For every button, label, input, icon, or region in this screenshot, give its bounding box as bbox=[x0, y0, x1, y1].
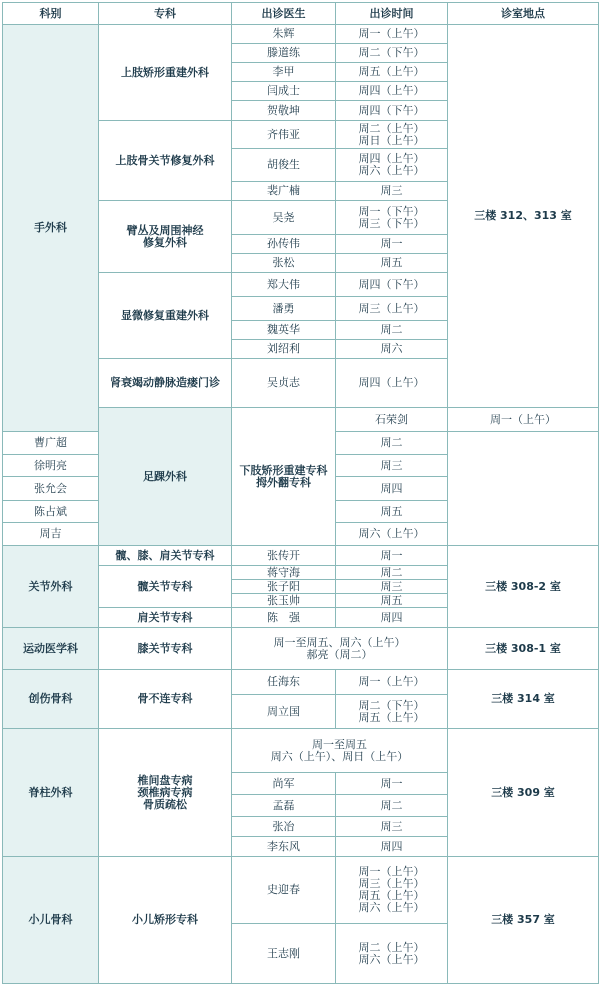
time-cell: 周一（上午） bbox=[336, 670, 448, 695]
doctor-cell: 周吉 bbox=[3, 523, 99, 546]
time-cell: 周四（下午） bbox=[336, 101, 448, 121]
doctor-cell: 张传开 bbox=[232, 546, 336, 566]
doctor-cell: 张松 bbox=[232, 254, 336, 273]
doctor-cell: 朱辉 bbox=[232, 25, 336, 44]
time-cell: 周四（下午） bbox=[336, 273, 448, 297]
doctor-cell: 张子阳 bbox=[232, 580, 336, 594]
doctor-cell: 胡俊生 bbox=[232, 149, 336, 182]
doctor-cell: 张玉帅 bbox=[232, 594, 336, 608]
time-cell: 周六 bbox=[336, 340, 448, 359]
dept-cell: 小儿骨科 bbox=[3, 857, 99, 984]
time-cell: 周三（上午） bbox=[336, 297, 448, 321]
table-row bbox=[3, 25, 599, 44]
doctor-cell: 孟磊 bbox=[232, 795, 336, 817]
doctor-cell: 郑大伟 bbox=[232, 273, 336, 297]
doctor-cell: 石荣剑 bbox=[336, 408, 448, 432]
time-cell: 周四（上午） bbox=[336, 359, 448, 408]
time-cell: 周四（上午） bbox=[336, 82, 448, 101]
doctor-cell: 任海东 bbox=[232, 670, 336, 695]
room-cell: 三楼 308-2 室 bbox=[448, 546, 599, 628]
time-cell: 周一至周五、周六（上午） 郝亮（周二） bbox=[232, 628, 448, 670]
doctor-cell: 张允会 bbox=[3, 477, 99, 501]
time-cell: 周一（上午） bbox=[336, 25, 448, 44]
time-cell: 周一（上午） bbox=[448, 408, 599, 432]
time-cell: 周一（下午） 周三（下午） bbox=[336, 201, 448, 235]
room-cell: 三楼 357 室 bbox=[448, 857, 599, 984]
specialty-cell: 肾衰竭动静脉造瘘门诊 bbox=[99, 359, 232, 408]
time-cell: 周六（上午） bbox=[336, 523, 448, 546]
time-cell: 周四 bbox=[336, 608, 448, 628]
room-cell: 三楼 314 室 bbox=[448, 670, 599, 729]
time-cell: 周四（上午） 周六（上午） bbox=[336, 149, 448, 182]
table-row bbox=[3, 857, 599, 924]
dept-cell: 创伤骨科 bbox=[3, 670, 99, 729]
doctor-cell: 闫成士 bbox=[232, 82, 336, 101]
dept-cell: 关节外科 bbox=[3, 546, 99, 628]
doctor-cell: 齐伟亚 bbox=[232, 121, 336, 149]
time-cell: 周二 bbox=[336, 321, 448, 340]
time-cell: 周三 bbox=[336, 817, 448, 837]
table-row bbox=[3, 729, 599, 773]
time-cell: 周二 bbox=[336, 566, 448, 580]
doctor-cell: 王志刚 bbox=[232, 924, 336, 984]
time-cell: 周一 bbox=[336, 235, 448, 254]
dept-cell: 脊柱外科 bbox=[3, 729, 99, 857]
time-cell: 周二 bbox=[336, 432, 448, 455]
room-cell: 三楼 308-1 室 bbox=[448, 628, 599, 670]
time-cell: 周一至周五 周六（上午）、周日（上午） bbox=[232, 729, 448, 773]
specialty-cell: 上肢矫形重建外科 bbox=[99, 25, 232, 121]
specialty-cell: 肩关节专科 bbox=[99, 608, 232, 628]
doctor-cell: 周立国 bbox=[232, 695, 336, 729]
header-room: 诊室地点 bbox=[448, 3, 599, 25]
time-cell: 周三 bbox=[336, 580, 448, 594]
doctor-cell: 潘勇 bbox=[232, 297, 336, 321]
time-cell: 周五 bbox=[336, 501, 448, 523]
time-cell: 周二 bbox=[336, 795, 448, 817]
time-cell: 周四 bbox=[336, 477, 448, 501]
specialty-cell: 髋关节专科 bbox=[99, 566, 232, 608]
time-cell: 周五 bbox=[336, 254, 448, 273]
doctor-cell: 尚军 bbox=[232, 773, 336, 795]
dept-cell: 足踝外科 bbox=[99, 408, 232, 546]
doctor-cell: 李甲 bbox=[232, 63, 336, 82]
doctor-cell: 贺敬坤 bbox=[232, 101, 336, 121]
doctor-cell: 刘绍利 bbox=[232, 340, 336, 359]
doctor-cell: 魏英华 bbox=[232, 321, 336, 340]
doctor-cell: 吴贞志 bbox=[232, 359, 336, 408]
header-row bbox=[3, 3, 599, 25]
table-row bbox=[3, 546, 599, 566]
header-doctor: 出诊医生 bbox=[232, 3, 336, 25]
time-cell: 周一 bbox=[336, 546, 448, 566]
table-row bbox=[3, 670, 599, 695]
doctor-cell: 孙传伟 bbox=[232, 235, 336, 254]
time-cell: 周五（上午） bbox=[336, 63, 448, 82]
specialty-cell: 显微修复重建外科 bbox=[99, 273, 232, 359]
specialty-cell: 下肢矫形重建专科 拇外翻专科 bbox=[232, 408, 336, 546]
doctor-cell: 蒋守海 bbox=[232, 566, 336, 580]
specialty-cell: 椎间盘专病 颈椎病专病 骨质疏松 bbox=[99, 729, 232, 857]
header-specialty: 专科 bbox=[99, 3, 232, 25]
time-cell: 周一（上午） 周三（上午） 周五（上午） 周六（上午） bbox=[336, 857, 448, 924]
time-cell: 周一 bbox=[336, 773, 448, 795]
doctor-cell: 史迎春 bbox=[232, 857, 336, 924]
specialty-cell: 骨不连专科 bbox=[99, 670, 232, 729]
specialty-cell: 臂丛及周围神经 修复外科 bbox=[99, 201, 232, 273]
doctor-cell: 陈占斌 bbox=[3, 501, 99, 523]
doctor-cell: 吴尧 bbox=[232, 201, 336, 235]
table-row bbox=[3, 628, 599, 670]
time-cell: 周二（下午） bbox=[336, 44, 448, 63]
doctor-cell: 李东风 bbox=[232, 837, 336, 857]
doctor-cell: 张冶 bbox=[232, 817, 336, 837]
header-department: 科别 bbox=[3, 3, 99, 25]
schedule-body bbox=[3, 25, 599, 984]
room-cell: 三楼 309 室 bbox=[448, 729, 599, 857]
room-cell: 三楼 312、313 室 bbox=[448, 25, 599, 408]
header-time: 出诊时间 bbox=[336, 3, 448, 25]
time-cell: 周三 bbox=[336, 182, 448, 201]
time-cell: 周二（上午） 周六（上午） bbox=[336, 924, 448, 984]
dept-cell: 运动医学科 bbox=[3, 628, 99, 670]
time-cell: 周二（下午） 周五（上午） bbox=[336, 695, 448, 729]
dept-cell: 手外科 bbox=[3, 25, 99, 432]
specialty-cell: 小儿矫形专科 bbox=[99, 857, 232, 984]
time-cell: 周三 bbox=[336, 455, 448, 477]
doctor-cell: 裴广楠 bbox=[232, 182, 336, 201]
doctor-cell: 徐明亮 bbox=[3, 455, 99, 477]
doctor-cell: 陈 强 bbox=[232, 608, 336, 628]
doctor-cell: 曹广超 bbox=[3, 432, 99, 455]
time-cell: 周二（上午） 周日（上午） bbox=[336, 121, 448, 149]
time-cell: 周四 bbox=[336, 837, 448, 857]
specialty-cell: 膝关节专科 bbox=[99, 628, 232, 670]
clinic-schedule-table bbox=[2, 2, 599, 984]
doctor-cell: 滕道练 bbox=[232, 44, 336, 63]
specialty-cell: 上肢骨关节修复外科 bbox=[99, 121, 232, 201]
specialty-cell: 髋、膝、肩关节专科 bbox=[99, 546, 232, 566]
time-cell: 周五 bbox=[336, 594, 448, 608]
